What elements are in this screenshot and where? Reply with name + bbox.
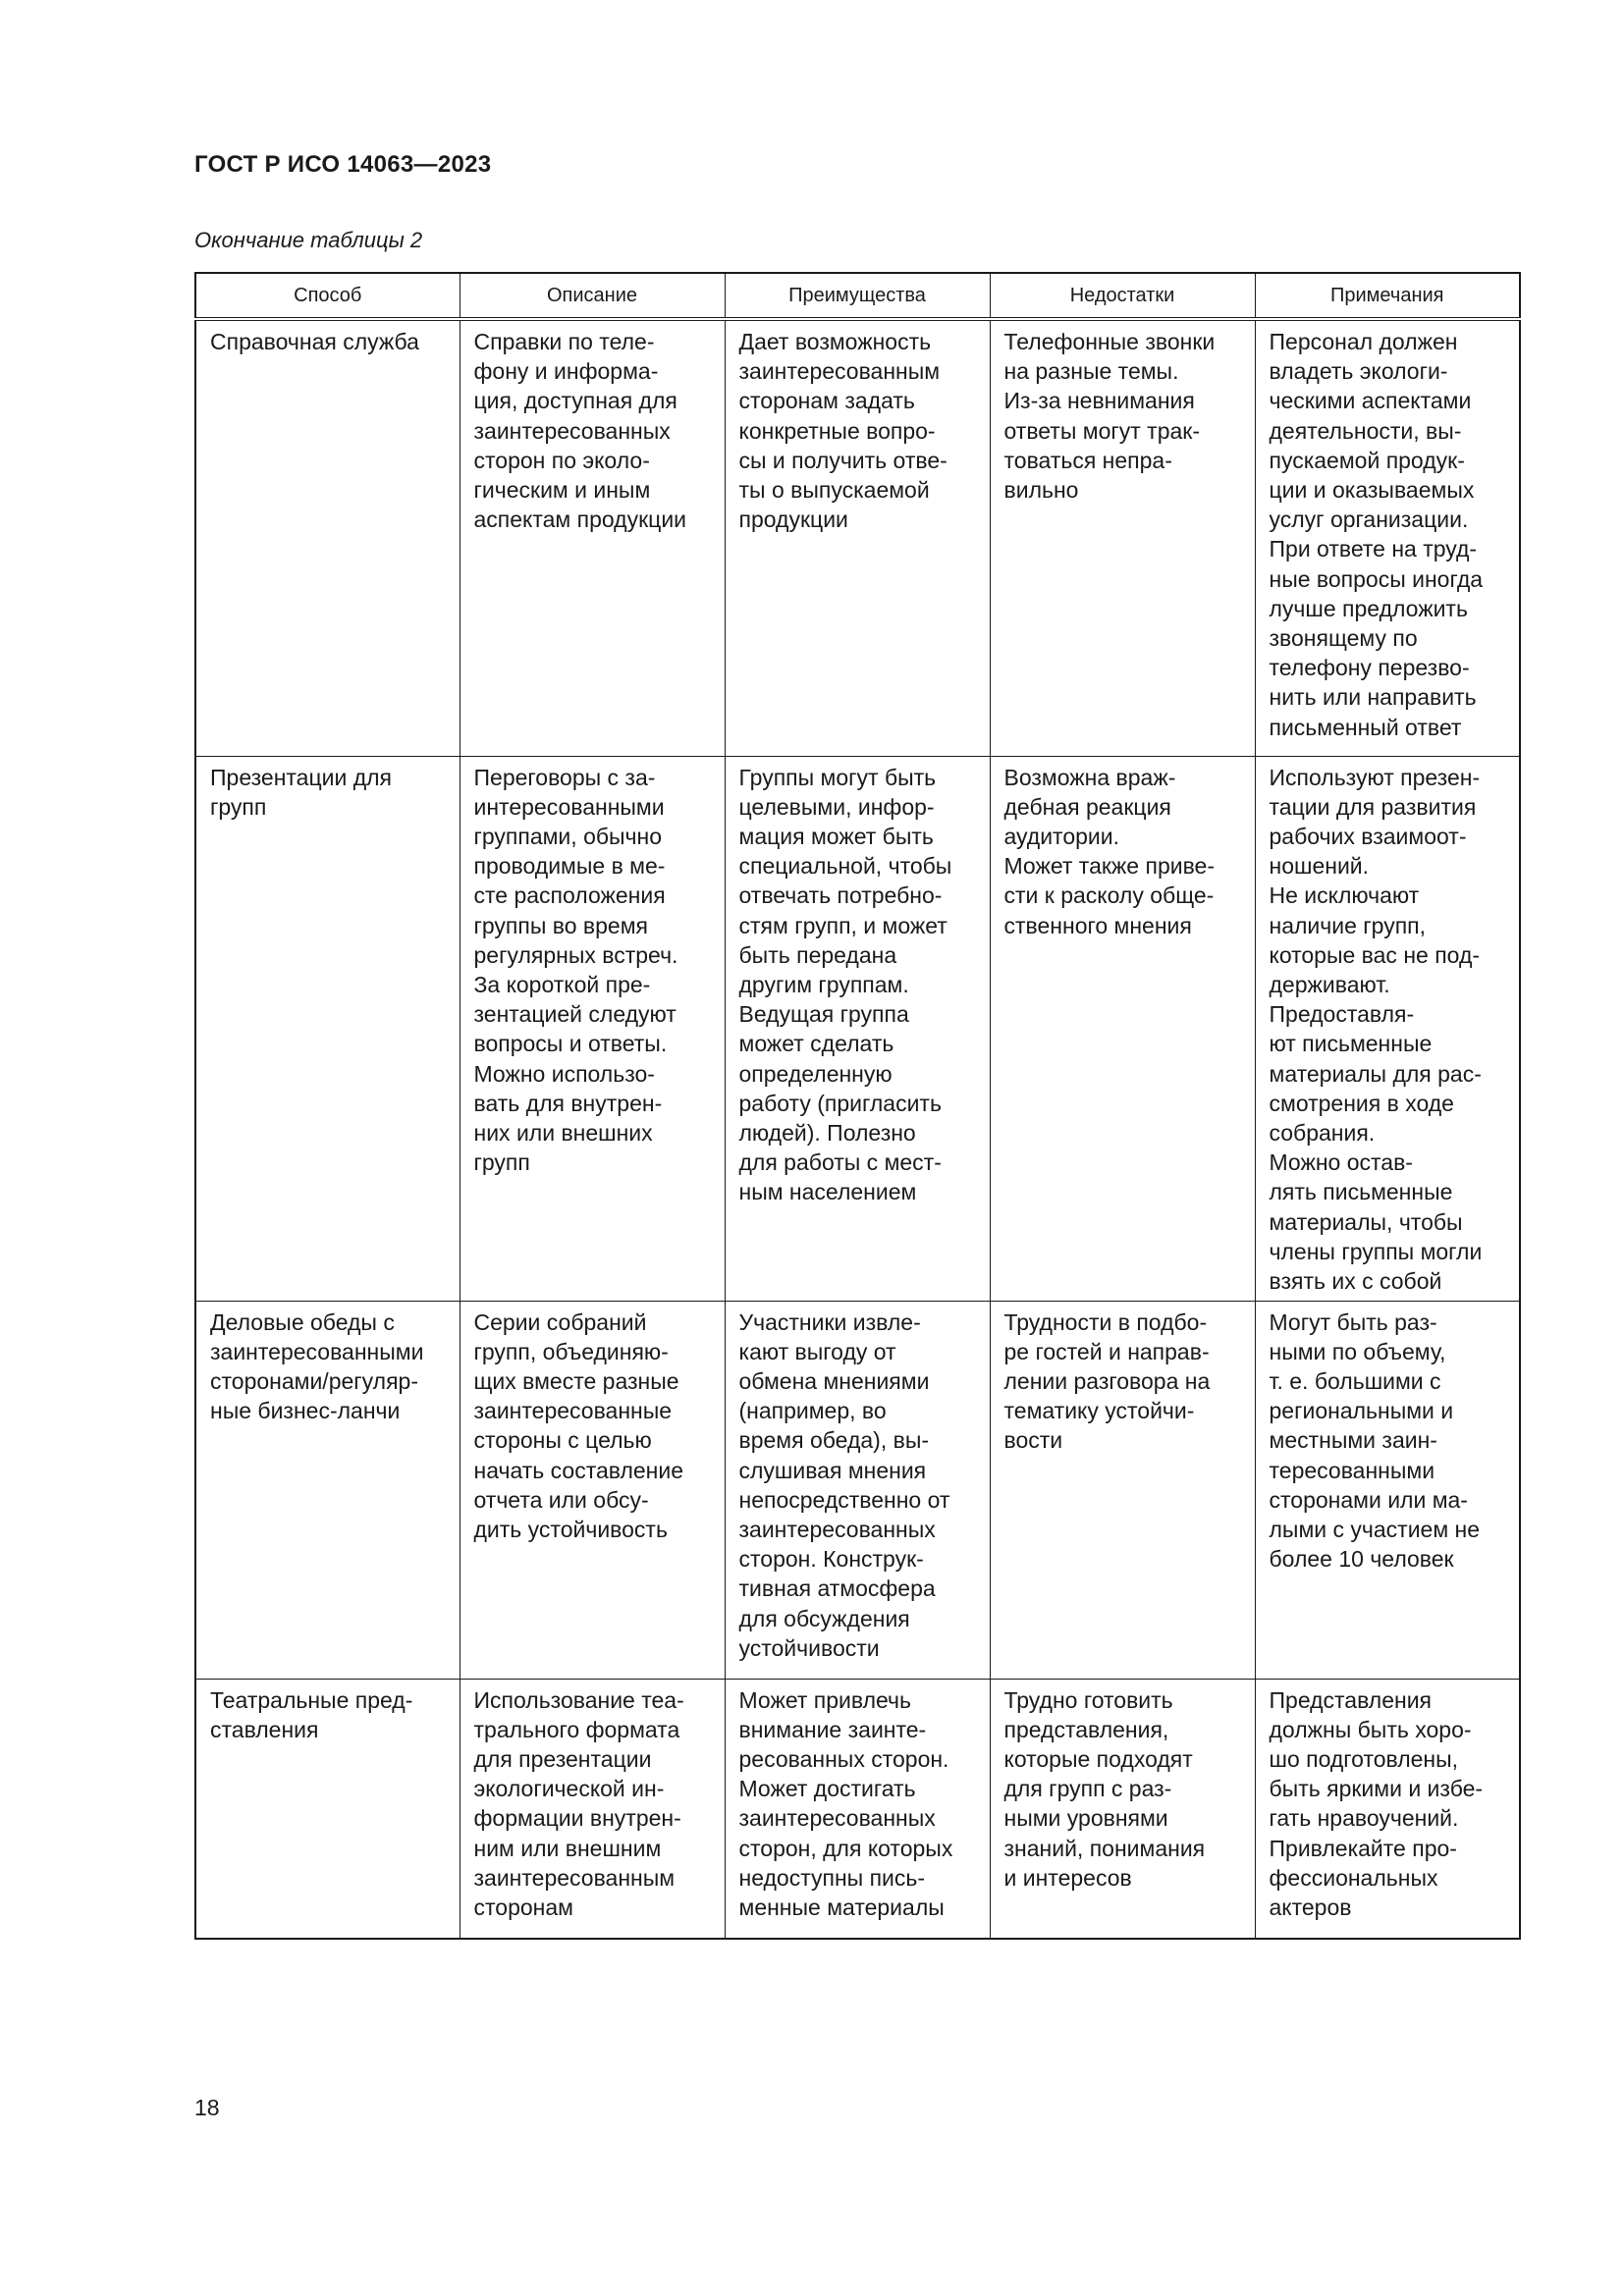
table-caption: Окончание таблицы 2 — [194, 228, 423, 252]
cell-disadvantages: Телефонные звонки на разные темы. Из-за невнимания ответы могут трак- товаться непра- вильно — [990, 319, 1255, 756]
cell-description: Переговоры с за- интересованными группами, обычно проводимые в ме- сте расположения группы во время регулярных встреч. За короткой пре- зентацией следуют вопросы и ответы. Можно использо- вать для внутрен- них или внешних групп — [460, 756, 725, 1301]
cell-advantages: Участники извле- кают выгоду от обмена мнениями (например, во время обеда), вы- слушивая мнения непосредственно от заинтересованных сторон. Конструк- тивная атмосфера для обсуждения устойчивости — [725, 1301, 990, 1679]
cell-notes: Используют презен- тации для развития рабочих взаимоот- ношений. Не исключают наличие групп, которые вас не под- держивают. Предоставля- ют письменные материалы для рас- смотрения в ходе собрания. Можно остав- лять письменные материалы, чтобы члены группы могли взять их с собой — [1255, 756, 1520, 1301]
cell-method: Презентации для групп — [195, 756, 460, 1301]
page-number: 18 — [194, 2095, 220, 2120]
cell-disadvantages: Трудно готовить представления, которые подходят для групп с раз- ными уровнями знаний, понимания и интересов — [990, 1679, 1255, 1939]
table-row — [195, 756, 1520, 1301]
cell-notes: Могут быть раз- ными по объему, т. е. большими с региональными и местными заин- тересованными сторонами или ма- лыми с участием не более 10 человек — [1255, 1301, 1520, 1679]
cell-advantages: Группы могут быть целевыми, инфор- мация может быть специальной, чтобы отвечать потребно- стям групп, и может быть передана другим группам. Ведущая группа может сделать определенную работу (пригласить людей). Полезно для работы с мест- ным населением — [725, 756, 990, 1301]
column-header-advantages: Преимущества — [725, 273, 990, 319]
cell-description: Использование теа- трального формата для презентации экологической ин- формации внутрен- ним или внешним заинтересованным сторонам — [460, 1679, 725, 1939]
cell-advantages: Может привлечь внимание заинте- ресованных сторон. Может достигать заинтересованных сторон, для которых недоступны пись- менные материалы — [725, 1679, 990, 1939]
table-row — [195, 1301, 1520, 1679]
document-header: ГОСТ Р ИСО 14063—2023 — [194, 151, 492, 178]
cell-advantages: Дает возможность заинтересованным сторонам задать конкретные вопро- сы и получить отве- ты о выпускаемой продукции — [725, 319, 990, 756]
table-row — [195, 319, 1520, 756]
column-header-method: Способ — [195, 273, 460, 319]
column-header-notes: Примечания — [1255, 273, 1520, 319]
methods-table — [194, 272, 1521, 1940]
cell-method: Театральные пред- ставления — [195, 1679, 460, 1939]
cell-notes: Персонал должен владеть экологи- ческими аспектами деятельности, вы- пускаемой продук- ции и оказываемых услуг организации. При ответе на труд- ные вопросы иногда лучше предложить звонящему по телефону перезво- нить или направить письменный ответ — [1255, 319, 1520, 756]
cell-disadvantages: Трудности в подбо- ре гостей и направ- лении разговора на тематику устойчи- вости — [990, 1301, 1255, 1679]
cell-description: Серии собраний групп, объединяю- щих вместе разные заинтересованные стороны с целью начать составление отчета или обсу- дить устойчивость — [460, 1301, 725, 1679]
table-header-row — [195, 273, 1520, 319]
column-header-description: Описание — [460, 273, 725, 319]
table-row — [195, 1679, 1520, 1939]
cell-method: Деловые обеды с заинтересованными сторонами/регуляр- ные бизнес-ланчи — [195, 1301, 460, 1679]
column-header-disadvantages: Недостатки — [990, 273, 1255, 319]
cell-method: Справочная служба — [195, 319, 460, 756]
cell-description: Справки по теле- фону и информа- ция, доступная для заинтересованных сторон по эколо- гическим и иным аспектам продукции — [460, 319, 725, 756]
cell-notes: Представления должны быть хоро- шо подготовлены, быть яркими и избе- гать нравоучений. Привлекайте про- фессиональных актеров — [1255, 1679, 1520, 1939]
cell-disadvantages: Возможна враж- дебная реакция аудитории. Может также приве- сти к расколу обще- ственного мнения — [990, 756, 1255, 1301]
